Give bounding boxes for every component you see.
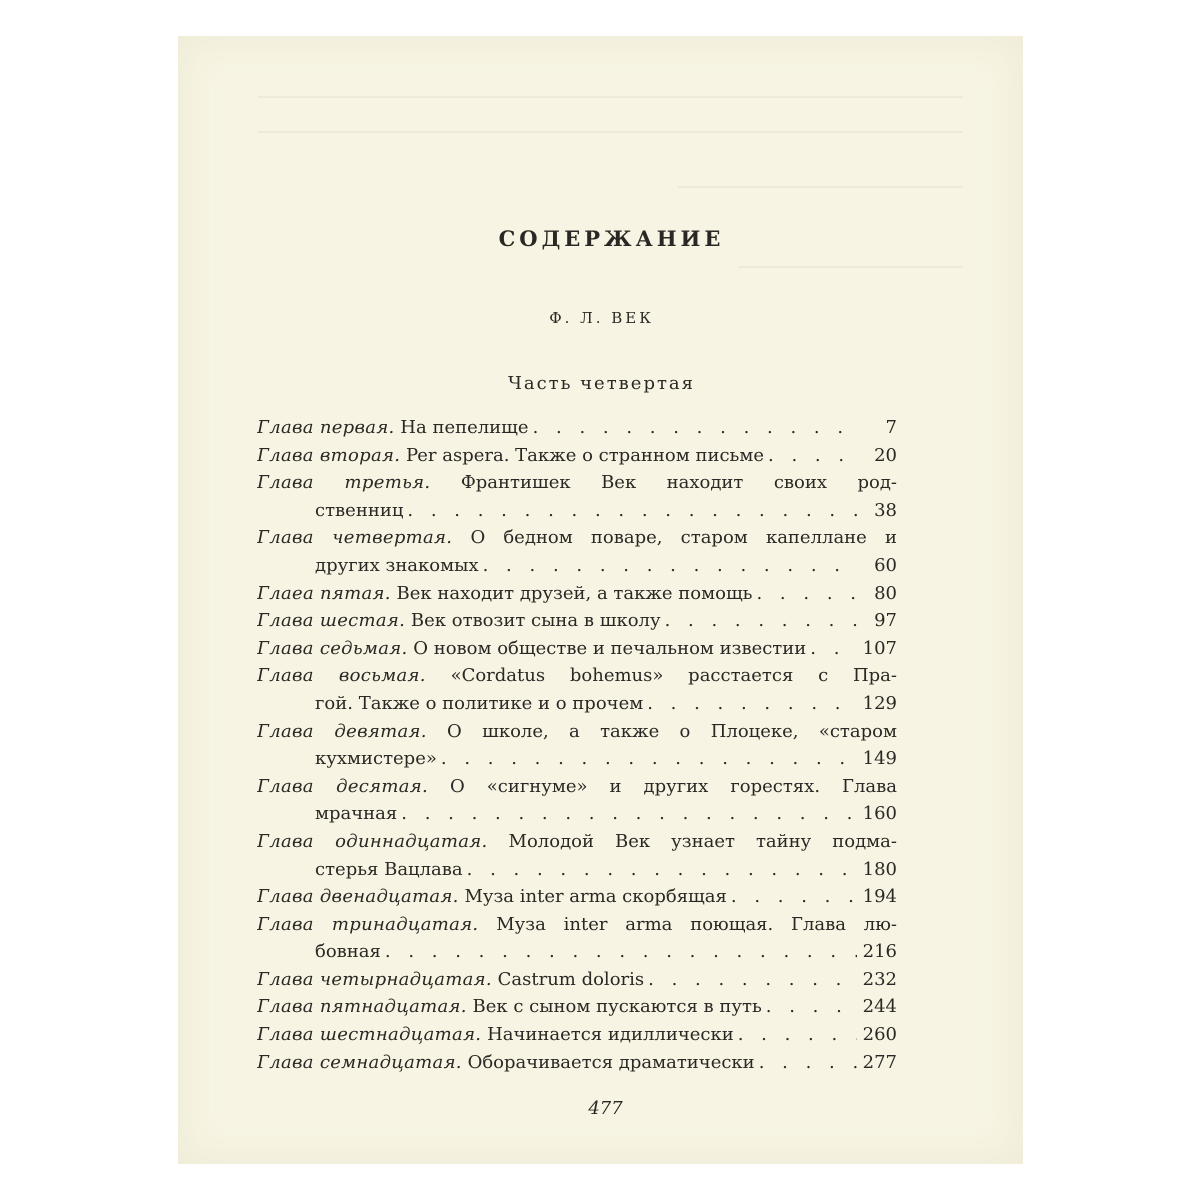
chapter-title: О новом обществе и печальном известии [413, 637, 807, 659]
chapter-title-continued: стерья Вацлава [315, 858, 463, 880]
book-page [178, 36, 1023, 1164]
toc-line-continued [257, 690, 897, 718]
chapter-title: Век с сыном пускаются в путь [472, 996, 762, 1018]
toc-entry [257, 662, 897, 717]
chapter-label: Глава пятнадцатая. [257, 996, 467, 1018]
toc-entry [257, 883, 897, 911]
chapter-title-continued: бовная [315, 941, 381, 963]
dot-leader [647, 690, 857, 718]
toc-entry [257, 414, 897, 442]
dot-leader [467, 856, 857, 884]
chapter-page-number: 277 [862, 1051, 897, 1073]
page-number: 477 [588, 1098, 623, 1119]
chapter-title-continued: гой. Также о политике и о прочем [315, 692, 644, 714]
toc-entry [257, 469, 897, 524]
dot-leader [768, 442, 857, 470]
part-heading: Часть четвертая [507, 373, 696, 394]
chapter-label: Глава одиннадцатая. [257, 830, 488, 852]
dot-leader [756, 580, 857, 608]
toc-line [257, 524, 897, 552]
toc-line [257, 635, 897, 663]
toc-line [257, 773, 897, 801]
toc-entry [257, 966, 897, 994]
toc-line-continued [257, 497, 897, 525]
show-through-line [678, 186, 963, 188]
chapter-title: Муза inter arma поющая. Глава лю- [496, 913, 897, 935]
toc-entry [257, 607, 897, 635]
chapter-page-number: 232 [862, 968, 897, 990]
page-title: СОДЕРЖАНИЕ [498, 226, 725, 251]
chapter-label: Глава четырнадцатая. [257, 968, 492, 990]
toc-line [257, 993, 897, 1021]
toc-line [257, 662, 897, 690]
dot-leader [533, 414, 857, 442]
chapter-title: Муза inter arma скорбящая [464, 886, 727, 908]
chapter-title: О школе, а также о Плоцеке, «старом [447, 720, 897, 742]
chapter-label: Глава шестнадцатая. [257, 1024, 482, 1046]
chapter-page-number: 149 [862, 748, 897, 770]
toc-entry [257, 635, 897, 663]
chapter-title: Начинается идиллически [487, 1024, 734, 1046]
toc-line [257, 414, 897, 442]
chapter-title: О «сигнуме» и других горестях. Глава [450, 775, 897, 797]
chapter-page-number: 60 [874, 554, 897, 576]
chapter-title: На пепелище [400, 417, 529, 438]
dot-leader [441, 745, 857, 773]
toc-entry [257, 442, 897, 470]
toc-entry [257, 993, 897, 1021]
chapter-title-continued: ственниц [315, 499, 404, 521]
dot-leader [766, 993, 857, 1021]
show-through-line [258, 131, 963, 133]
chapter-label: Глава десятая. [257, 775, 429, 797]
toc-line [257, 883, 897, 911]
dot-leader [810, 635, 857, 663]
toc-line-continued [257, 938, 897, 966]
toc-line-continued [257, 552, 897, 580]
toc-entry [257, 828, 897, 883]
toc-line [257, 718, 897, 746]
chapter-title: Per aspera. Также о странном письме [405, 444, 765, 466]
chapter-label: Глава третья. [257, 472, 431, 494]
toc-line [257, 469, 897, 497]
chapter-page-number: 20 [874, 444, 897, 466]
toc-line [257, 607, 897, 635]
chapter-page-number: 80 [874, 582, 897, 604]
chapter-label: Глава восьмая. [257, 665, 426, 687]
toc-entry [257, 580, 897, 608]
chapter-title: Век отвозит сына в школу [410, 610, 661, 632]
chapter-title-continued: мрачная [315, 803, 398, 825]
dot-leader [483, 552, 857, 580]
chapter-title-continued: других знакомых [315, 554, 479, 576]
chapter-title: Франтишек Век находит своих род- [460, 472, 897, 494]
chapter-label: Глава четвертая. [257, 527, 453, 549]
chapter-label: Глава девятая. [257, 720, 427, 742]
toc-line [257, 442, 897, 470]
chapter-page-number: 216 [862, 941, 897, 963]
chapter-title: «Cordatus bohemus» расстается с Пра- [450, 665, 897, 687]
table-of-contents [257, 414, 897, 1076]
chapter-page-number: 260 [862, 1024, 897, 1046]
dot-leader [385, 938, 857, 966]
dot-leader [648, 966, 857, 994]
chapter-label: Глава седьмая. [257, 637, 408, 659]
dot-leader [665, 607, 857, 635]
toc-line [257, 1021, 897, 1049]
chapter-page-number: 38 [874, 499, 897, 521]
chapter-label: Глава вторая. [257, 444, 401, 466]
chapter-page-number: 97 [874, 610, 897, 632]
show-through-line [738, 266, 963, 268]
toc-line-continued [257, 856, 897, 884]
toc-entry [257, 1049, 897, 1077]
chapter-title: Век находит друзей, а также помощь [396, 582, 753, 604]
toc-line [257, 911, 897, 939]
chapter-page-number: 160 [862, 803, 897, 825]
chapter-page-number: 194 [862, 886, 897, 908]
chapter-title: Оборачивается драматически [467, 1051, 755, 1073]
chapter-page-number: 7 [885, 417, 897, 438]
toc-line-continued [257, 745, 897, 773]
chapter-page-number: 180 [862, 858, 897, 880]
chapter-title: Castrum doloris [497, 968, 645, 990]
toc-line [257, 828, 897, 856]
toc-line [257, 966, 897, 994]
toc-entry [257, 1021, 897, 1049]
chapter-label: Глава двенадцатая. [257, 886, 459, 908]
dot-leader [401, 800, 857, 828]
chapter-label: Глава тринадцатая. [257, 913, 479, 935]
chapter-title: Молодой Век узнает тайну подма- [508, 830, 897, 852]
show-through-line [258, 96, 963, 98]
toc-entry [257, 524, 897, 579]
dot-leader [731, 883, 857, 911]
toc-line [257, 1049, 897, 1077]
chapter-page-number: 129 [862, 692, 897, 714]
author-heading: Ф. Л. ВЕК [549, 309, 654, 327]
toc-entry [257, 718, 897, 773]
chapter-page-number: 107 [862, 637, 897, 659]
chapter-label: Глаеа пятая. [257, 582, 391, 604]
chapter-page-number: 244 [862, 996, 897, 1018]
dot-leader [738, 1021, 857, 1049]
chapter-title: О бедном поваре, старом капеллане и [470, 527, 897, 549]
chapter-title-continued: кухмистере» [315, 748, 437, 770]
chapter-label: Глава семнадцатая. [257, 1051, 462, 1073]
toc-line-continued [257, 800, 897, 828]
dot-leader [407, 497, 857, 525]
toc-line [257, 580, 897, 608]
chapter-label: Глава шестая. [257, 610, 406, 632]
dot-leader [759, 1049, 857, 1077]
chapter-label: Глава первая. [257, 417, 395, 438]
toc-entry [257, 911, 897, 966]
toc-entry [257, 773, 897, 828]
